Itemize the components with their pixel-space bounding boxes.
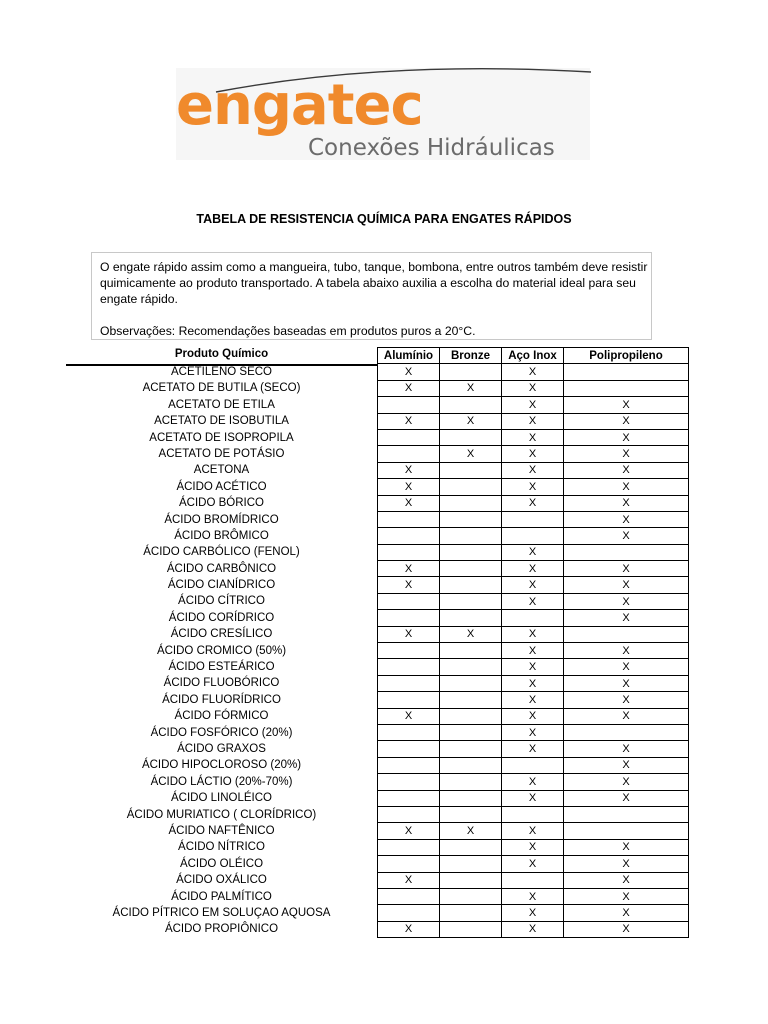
table-row	[378, 610, 689, 626]
product-name: ÁCIDO BRÔMICO	[174, 529, 269, 542]
cell-aluminio: X	[378, 626, 440, 642]
resistance-table	[377, 347, 689, 938]
cell-aco-inox: X	[502, 839, 564, 855]
cell-aluminio	[378, 643, 440, 659]
table-row	[378, 577, 689, 593]
cell-polipropileno	[564, 380, 689, 396]
cell-polipropileno: X	[564, 741, 689, 757]
cell-polipropileno: X	[564, 790, 689, 806]
cell-aco-inox	[502, 872, 564, 888]
cell-bronze: X	[440, 413, 502, 429]
product-name: ÁCIDO CÍTRICO	[178, 595, 265, 608]
table-row	[378, 708, 689, 724]
cell-aluminio	[378, 511, 440, 527]
product-name: ÁCIDO CARBÓLICO (FENOL)	[143, 546, 300, 559]
cell-bronze	[440, 479, 502, 495]
table-row	[378, 511, 689, 527]
product-name: ÁCIDO CROMICO (50%)	[156, 644, 287, 657]
table-row	[378, 774, 689, 790]
table-row	[378, 659, 689, 675]
cell-polipropileno: X	[564, 577, 689, 593]
header-aluminio: Alumínio	[378, 348, 440, 364]
table-row	[378, 479, 689, 495]
cell-polipropileno: X	[564, 446, 689, 462]
cell-aluminio: X	[378, 823, 440, 839]
cell-aco-inox: X	[502, 544, 564, 560]
cell-polipropileno: X	[564, 429, 689, 445]
cell-aluminio	[378, 659, 440, 675]
cell-aluminio: X	[378, 479, 440, 495]
cell-bronze	[440, 610, 502, 626]
cell-polipropileno: X	[564, 839, 689, 855]
cell-polipropileno: X	[564, 528, 689, 544]
cell-polipropileno	[564, 823, 689, 839]
table-row	[378, 872, 689, 888]
cell-polipropileno	[564, 364, 689, 380]
product-name: ÁCIDO BÓRICO	[179, 497, 264, 510]
brand-logo-subtitle: Conexões Hidráulicas	[308, 135, 555, 161]
header-product: Produto Químico	[174, 348, 269, 360]
cell-aco-inox: X	[502, 905, 564, 921]
cell-bronze	[440, 708, 502, 724]
cell-aco-inox: X	[502, 577, 564, 593]
cell-polipropileno: X	[564, 888, 689, 904]
cell-aluminio	[378, 888, 440, 904]
product-name: ACETATO DE ETILA	[168, 398, 275, 411]
table-row	[378, 626, 689, 642]
cell-bronze	[440, 643, 502, 659]
cell-polipropileno: X	[564, 462, 689, 478]
cell-aco-inox: X	[502, 364, 564, 380]
product-name: ÁCIDO PALMÍTICO	[171, 890, 272, 903]
cell-aluminio	[378, 544, 440, 560]
cell-polipropileno: X	[564, 692, 689, 708]
table-row	[378, 364, 689, 380]
cell-aluminio	[378, 724, 440, 740]
cell-aco-inox: X	[502, 561, 564, 577]
cell-polipropileno: X	[564, 659, 689, 675]
cell-bronze	[440, 495, 502, 511]
product-name: ÁCIDO CRESÍLICO	[170, 628, 273, 641]
cell-bronze	[440, 364, 502, 380]
product-name: ÁCIDO ESTEÁRICO	[168, 661, 275, 674]
table-row	[378, 462, 689, 478]
cell-aluminio: X	[378, 708, 440, 724]
cell-bronze: X	[440, 626, 502, 642]
header-bronze: Bronze	[440, 348, 502, 364]
cell-aco-inox: X	[502, 626, 564, 642]
cell-bronze	[440, 462, 502, 478]
observation-text: Observações: Recomendações baseadas em produtos puros a 20°C.	[100, 324, 476, 338]
intro-box	[91, 252, 652, 340]
cell-aluminio	[378, 790, 440, 806]
cell-aco-inox: X	[502, 724, 564, 740]
table-row	[378, 380, 689, 396]
cell-polipropileno	[564, 806, 689, 822]
cell-aco-inox: X	[502, 462, 564, 478]
product-name: ÁCIDO PROPIÔNICO	[164, 923, 279, 936]
cell-aco-inox: X	[502, 413, 564, 429]
table-row	[378, 561, 689, 577]
cell-aluminio: X	[378, 561, 440, 577]
cell-aco-inox: X	[502, 774, 564, 790]
cell-bronze	[440, 790, 502, 806]
cell-aluminio	[378, 610, 440, 626]
product-name: ÁCIDO FLUOBÓRICO	[163, 677, 280, 690]
cell-aluminio	[378, 806, 440, 822]
table-row	[378, 692, 689, 708]
table-row	[378, 724, 689, 740]
cell-polipropileno: X	[564, 610, 689, 626]
cell-aluminio: X	[378, 462, 440, 478]
cell-bronze	[440, 429, 502, 445]
cell-aco-inox: X	[502, 708, 564, 724]
cell-bronze	[440, 888, 502, 904]
cell-bronze: X	[440, 380, 502, 396]
cell-polipropileno: X	[564, 495, 689, 511]
cell-aluminio	[378, 397, 440, 413]
cell-polipropileno: X	[564, 479, 689, 495]
cell-aluminio	[378, 692, 440, 708]
cell-aco-inox: X	[502, 397, 564, 413]
cell-aluminio	[378, 741, 440, 757]
cell-aco-inox: X	[502, 446, 564, 462]
cell-aco-inox: X	[502, 823, 564, 839]
cell-aco-inox	[502, 806, 564, 822]
cell-polipropileno	[564, 626, 689, 642]
cell-polipropileno: X	[564, 872, 689, 888]
table-row	[378, 429, 689, 445]
cell-polipropileno: X	[564, 643, 689, 659]
cell-aco-inox: X	[502, 921, 564, 937]
cell-aco-inox	[502, 757, 564, 773]
cell-aluminio	[378, 774, 440, 790]
table-header-row	[378, 348, 689, 364]
cell-aluminio: X	[378, 413, 440, 429]
cell-aluminio: X	[378, 364, 440, 380]
cell-aco-inox: X	[502, 479, 564, 495]
intro-text: O engate rápido assim como a mangueira, tubo, tanque, bombona, entre outros também deve resistir quimicamente ao produto transportado. A tabela abaixo auxilia a escolha do material ideal para seu engate rápido.	[100, 260, 648, 306]
cell-aco-inox: X	[502, 675, 564, 691]
table-row	[378, 921, 689, 937]
product-list	[66, 364, 377, 938]
product-name: ÁCIDO FLUORÍDRICO	[162, 693, 281, 706]
product-name: ÁCIDO CORÍDRICO	[168, 611, 275, 624]
product-name: ÁCIDO LÁCTIO (20%-70%)	[150, 775, 293, 788]
cell-aco-inox	[502, 610, 564, 626]
table-row	[378, 593, 689, 609]
cell-aluminio	[378, 528, 440, 544]
product-name: ÁCIDO FÓRMICO	[174, 710, 269, 723]
cell-aco-inox	[502, 511, 564, 527]
cell-bronze	[440, 872, 502, 888]
cell-bronze	[440, 528, 502, 544]
product-name: ACETATO DE POTÁSIO	[158, 447, 285, 460]
cell-bronze	[440, 659, 502, 675]
cell-bronze	[440, 921, 502, 937]
cell-polipropileno: X	[564, 905, 689, 921]
product-name: ÁCIDO OLÉICO	[179, 857, 264, 870]
table-row	[378, 675, 689, 691]
table-row	[378, 741, 689, 757]
cell-aco-inox: X	[502, 659, 564, 675]
cell-bronze	[440, 774, 502, 790]
cell-polipropileno: X	[564, 708, 689, 724]
table-row	[378, 757, 689, 773]
product-name: ÁCIDO BROMÍDRICO	[164, 513, 279, 526]
cell-aco-inox: X	[502, 790, 564, 806]
cell-aluminio: X	[378, 872, 440, 888]
cell-polipropileno: X	[564, 774, 689, 790]
product-name: ACETONA	[193, 464, 250, 477]
product-name: ACETATO DE ISOBUTILA	[154, 415, 289, 428]
cell-polipropileno: X	[564, 675, 689, 691]
cell-aco-inox: X	[502, 429, 564, 445]
header-polipropileno: Polipropileno	[564, 348, 689, 364]
cell-aluminio: X	[378, 380, 440, 396]
product-name: ACETILENO SECO	[171, 366, 272, 378]
cell-polipropileno: X	[564, 561, 689, 577]
cell-polipropileno	[564, 544, 689, 560]
cell-polipropileno	[564, 724, 689, 740]
cell-aco-inox: X	[502, 593, 564, 609]
cell-bronze	[440, 692, 502, 708]
product-name: ACETATO DE BUTILA (SECO)	[142, 382, 301, 395]
cell-aluminio	[378, 675, 440, 691]
document-title: TABELA DE RESISTENCIA QUÍMICA PARA ENGATES RÁPIDOS	[196, 212, 572, 226]
cell-aluminio	[378, 757, 440, 773]
brand-logo-name: engatec	[176, 73, 423, 138]
product-name: ÁCIDO NAFTÊNICO	[168, 824, 275, 837]
cell-aco-inox: X	[502, 643, 564, 659]
table-row	[378, 397, 689, 413]
table-row	[378, 446, 689, 462]
cell-aco-inox: X	[502, 888, 564, 904]
cell-polipropileno: X	[564, 856, 689, 872]
cell-polipropileno: X	[564, 397, 689, 413]
cell-polipropileno: X	[564, 921, 689, 937]
table-row	[378, 888, 689, 904]
cell-aluminio	[378, 429, 440, 445]
product-name: ÁCIDO GRAXOS	[177, 742, 266, 755]
cell-bronze	[440, 561, 502, 577]
product-name: ÁCIDO MURIATICO ( CLORÍDRICO)	[126, 808, 317, 821]
cell-bronze	[440, 675, 502, 691]
product-name: ÁCIDO ACÉTICO	[176, 480, 267, 493]
cell-aco-inox: X	[502, 856, 564, 872]
cell-aco-inox	[502, 528, 564, 544]
cell-aluminio	[378, 856, 440, 872]
product-name: ÁCIDO CIANÍDRICO	[167, 579, 276, 592]
cell-bronze	[440, 757, 502, 773]
product-name: ÁCIDO NÍTRICO	[178, 841, 265, 854]
product-name: ÁCIDO HIPOCLOROSO (20%)	[141, 759, 302, 772]
product-name: ÁCIDO OXÁLICO	[176, 874, 267, 887]
cell-aco-inox: X	[502, 495, 564, 511]
cell-bronze	[440, 511, 502, 527]
table-row	[378, 790, 689, 806]
cell-polipropileno: X	[564, 757, 689, 773]
cell-aco-inox: X	[502, 380, 564, 396]
cell-aluminio	[378, 446, 440, 462]
cell-bronze	[440, 806, 502, 822]
cell-bronze	[440, 839, 502, 855]
cell-bronze	[440, 593, 502, 609]
cell-bronze	[440, 544, 502, 560]
cell-aluminio: X	[378, 495, 440, 511]
table-row	[378, 544, 689, 560]
product-name: ÁCIDO FOSFÓRICO (20%)	[150, 726, 293, 739]
table-row	[378, 643, 689, 659]
cell-polipropileno: X	[564, 413, 689, 429]
table-row	[378, 856, 689, 872]
product-name: ÁCIDO PÍTRICO EM SOLUÇAO AQUOSA	[112, 906, 331, 919]
product-name: ÁCIDO CARBÔNICO	[166, 562, 277, 575]
cell-polipropileno: X	[564, 511, 689, 527]
table-row	[378, 413, 689, 429]
table-row	[378, 905, 689, 921]
cell-aco-inox: X	[502, 741, 564, 757]
cell-polipropileno: X	[564, 593, 689, 609]
table-row	[378, 823, 689, 839]
cell-bronze	[440, 905, 502, 921]
table-row	[378, 839, 689, 855]
table-row	[378, 495, 689, 511]
cell-aco-inox: X	[502, 692, 564, 708]
table-row	[378, 806, 689, 822]
cell-aluminio: X	[378, 921, 440, 937]
cell-bronze	[440, 741, 502, 757]
product-name: ACETATO DE ISOPROPILA	[149, 431, 294, 444]
cell-aluminio: X	[378, 577, 440, 593]
cell-bronze	[440, 397, 502, 413]
cell-aluminio	[378, 905, 440, 921]
cell-bronze: X	[440, 823, 502, 839]
cell-bronze: X	[440, 446, 502, 462]
product-name: ÁCIDO LINOLÉICO	[171, 792, 272, 805]
header-aco-inox: Aço Inox	[502, 348, 564, 364]
cell-bronze	[440, 577, 502, 593]
cell-aluminio	[378, 593, 440, 609]
cell-bronze	[440, 724, 502, 740]
table-row	[378, 528, 689, 544]
cell-bronze	[440, 856, 502, 872]
cell-aluminio	[378, 839, 440, 855]
